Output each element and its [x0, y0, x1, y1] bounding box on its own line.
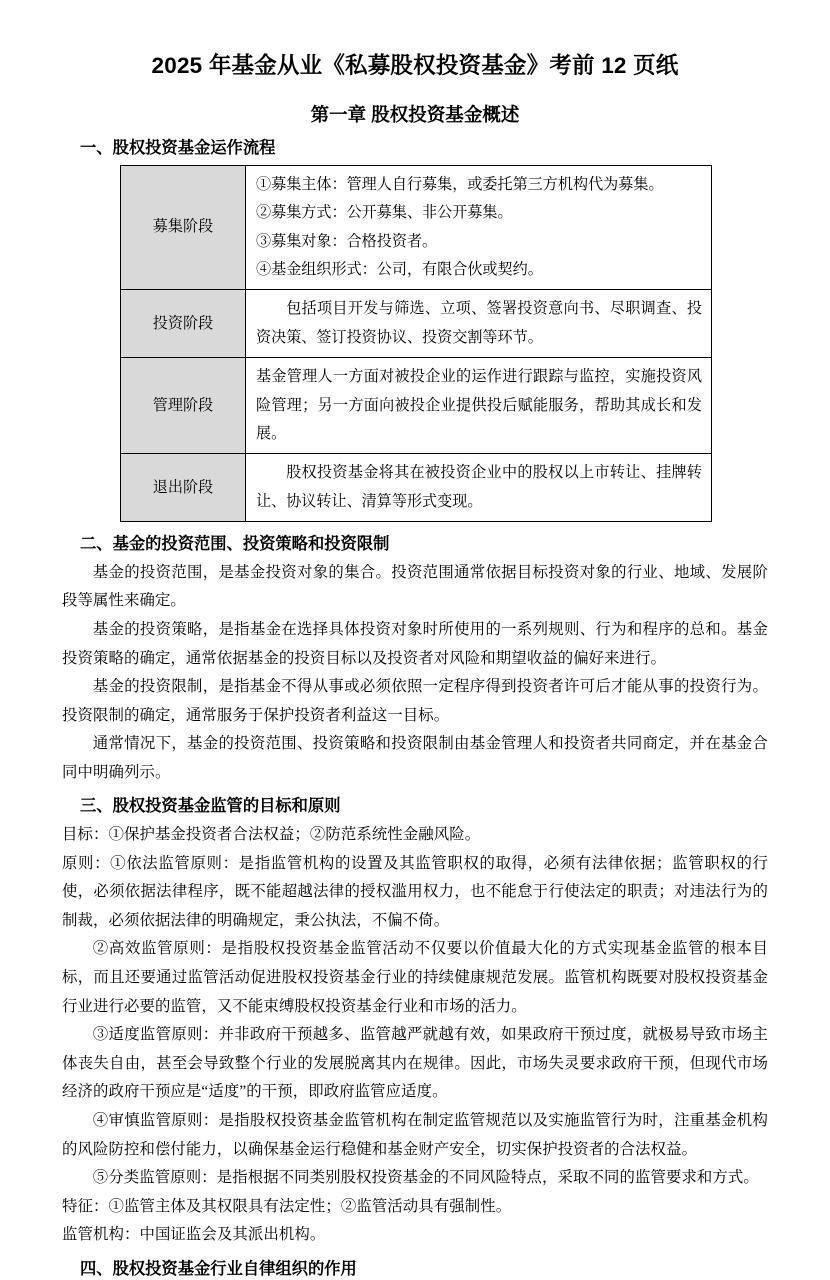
- flow-table-container: [62, 165, 768, 522]
- section-heading-one: 一、股权投资基金运作流程: [80, 139, 276, 158]
- stage-line: 包括项目开发与筛选、立项、签署投资意向书、尽职调查、投资决策、签订投资协议、投资交割等环节。: [256, 301, 702, 346]
- stage-line: ③募集对象：合格投资者。: [256, 233, 438, 250]
- regulation-principle: ③适度监管原则：并非政府干预越多、监管越严就越有效，如果政府干预过度，就极易导致市场主体丧失自由，甚至会导致整个行业的发展脱离其内在规律。因此，市场失灵要求政府干预，但现代市场经济的政府干预应是“适度”的干预，即政府监管应适度。: [62, 1026, 768, 1101]
- stage-label-cell: 管理阶段: [121, 358, 246, 454]
- stage-line: 股权投资基金将其在被投资企业中的股权以上市转让、挂牌转让、协议转让、清算等形式变现。: [256, 465, 702, 510]
- regulation-principle: ⑤分类监管原则：是指根据不同类别股权投资基金的不同风险特点，采取不同的监管要求和方式。: [92, 1169, 759, 1187]
- chapter-title: 第一章 股权投资基金概述: [310, 104, 520, 126]
- paragraph: 基金的投资策略，是指基金在选择具体投资对象时所使用的一系列规则、行为和程序的总和。基金投资策略的确定，通常依据基金的投资目标以及投资者对风险和期望收益的偏好来进行。: [62, 620, 768, 667]
- fund-operation-flow-table: [120, 165, 712, 522]
- stage-body-cell: [246, 165, 712, 290]
- stage-line: ④基金组织形式：公司，有限合伙或契约。: [256, 261, 543, 278]
- stage-line: ①募集主体：管理人自行募集，或委托第三方机构代为募集。: [256, 176, 664, 193]
- regulation-goal-line: 目标：①保护基金投资者合法权益；②防范系统性金融风险。: [62, 825, 481, 843]
- stage-line: ②募集方式：公开募集、非公开募集。: [256, 205, 513, 222]
- stage-body-cell: [246, 290, 712, 358]
- table-row: [121, 358, 712, 454]
- stage-line: 基金管理人一方面对被投企业的运作进行跟踪与监控，实施投资风险管理；另一方面向被投企业提供投后赋能服务，帮助其成长和发展。: [256, 369, 702, 442]
- table-row: [121, 165, 712, 290]
- paragraph: 基金的投资限制，是指基金不得从事或必须依照一定程序得到投资者许可后才能从事的投资行为。投资限制的确定，通常服务于保护投资者利益这一目标。: [62, 678, 768, 724]
- stage-label-cell: 退出阶段: [121, 454, 246, 522]
- section-heading-four: 四、股权投资基金行业自律组织的作用: [80, 1259, 357, 1278]
- stage-label-cell: 募集阶段: [121, 165, 246, 290]
- section-heading-two: 二、基金的投资范围、投资策略和投资限制: [80, 535, 390, 554]
- stage-body-cell: [246, 454, 712, 522]
- regulation-principle: ②高效监管原则：是指股权投资基金监管活动不仅要以价值最大化的方式实现基金监管的根本目标，而且还要通过监管活动促进股权投资基金行业的持续健康规范发展。监管机构既要对股权投资基金行业进行必要的监管，又不能束缚股权投资基金行业和市场的活力。: [62, 940, 768, 1015]
- document-title: 2025 年基金从业《私募股权投资基金》考前 12 页纸: [151, 53, 679, 78]
- section-heading-three: 三、股权投资基金监管的目标和原则: [80, 797, 341, 816]
- table-row: [121, 290, 712, 358]
- stage-body-cell: [246, 358, 712, 454]
- paragraph: 通常情况下，基金的投资范围、投资策略和投资限制由基金管理人和投资者共同商定，并在基金合同中明确列示。: [62, 735, 768, 781]
- table-row: [121, 454, 712, 522]
- paragraph: 基金的投资范围，是基金投资对象的集合。投资范围通常依据目标投资对象的行业、地域、发展阶段等属性来确定。: [62, 563, 768, 610]
- regulation-feature-line: 特征：①监管主体及其权限具有法定性；②监管活动具有强制性。: [62, 1197, 512, 1215]
- regulation-authority-line: 监管机构：中国证监会及其派出机构。: [62, 1226, 326, 1244]
- stage-label-cell: 投资阶段: [121, 290, 246, 358]
- regulation-principle: ④审慎监管原则：是指股权投资基金监管机构在制定监管规范以及实施监管行为时，注重基金机构的风险防控和偿付能力，以确保基金运行稳健和基金财产安全，切实保护投资者的合法权益。: [62, 1111, 768, 1158]
- regulation-principle: 原则：①依法监管原则：是指监管机构的设置及其监管职权的取得，必须有法律依据；监管职权的行使，必须依据法律程序，既不能超越法律的授权滥用权力，也不能怠于行使法定的职责；对违法行为的制裁，必须依据法律的明确规定，秉公执法，不偏不倚。: [62, 854, 768, 929]
